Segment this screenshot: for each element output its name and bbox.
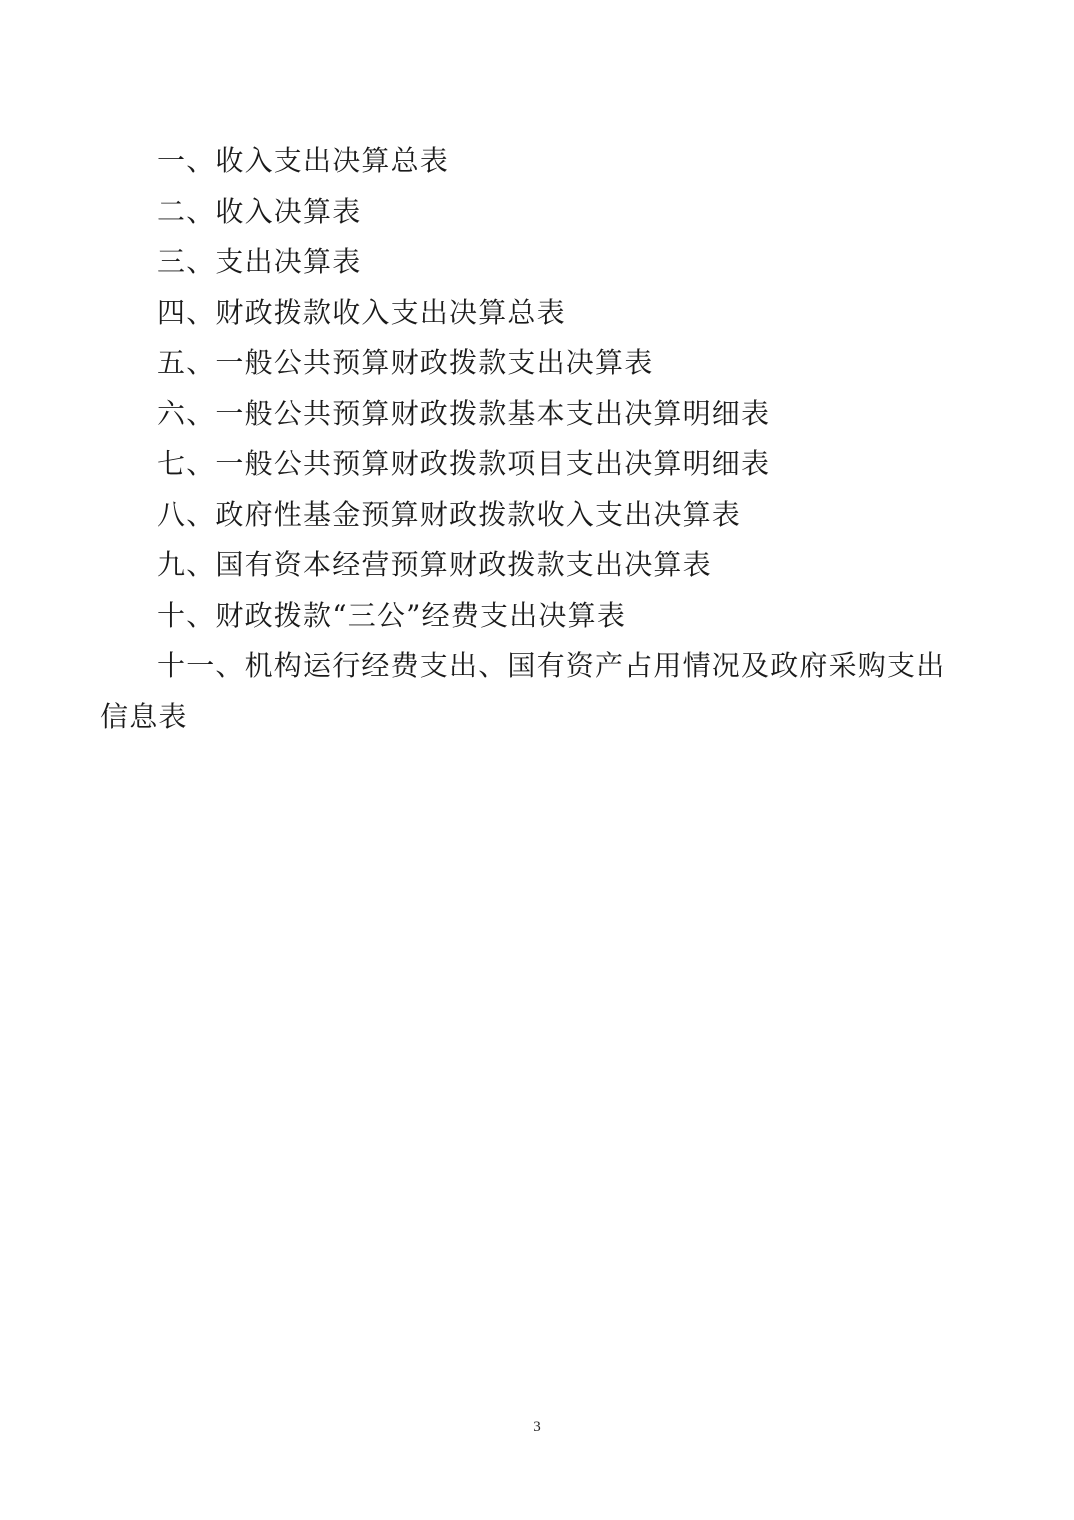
list-item: 一、收入支出决算总表 [157,144,450,177]
list-item: 六、一般公共预算财政拨款基本支出决算明细表 [157,396,771,430]
list-item: 十、财政拨款“三公”经费支出决算表 [157,598,627,632]
list-item: 三、支出决算表 [157,245,362,278]
list-item: 二、收入决算表 [157,194,362,228]
table-list [100,136,970,742]
list-item: 十一、机构运行经费支出、国有资产占用情况及政府采购支出信息表 [100,649,946,733]
page-number: 3 [533,1419,541,1435]
list-item: 九、国有资本经营预算财政拨款支出决算表 [157,548,712,581]
list-item: 四、财政拨款收入支出决算总表 [157,295,566,329]
list-item: 五、一般公共预算财政拨款支出决算表 [157,346,654,379]
list-item: 八、政府性基金预算财政拨款收入支出决算表 [157,497,742,531]
list-item: 七、一般公共预算财政拨款项目支出决算明细表 [157,447,771,480]
